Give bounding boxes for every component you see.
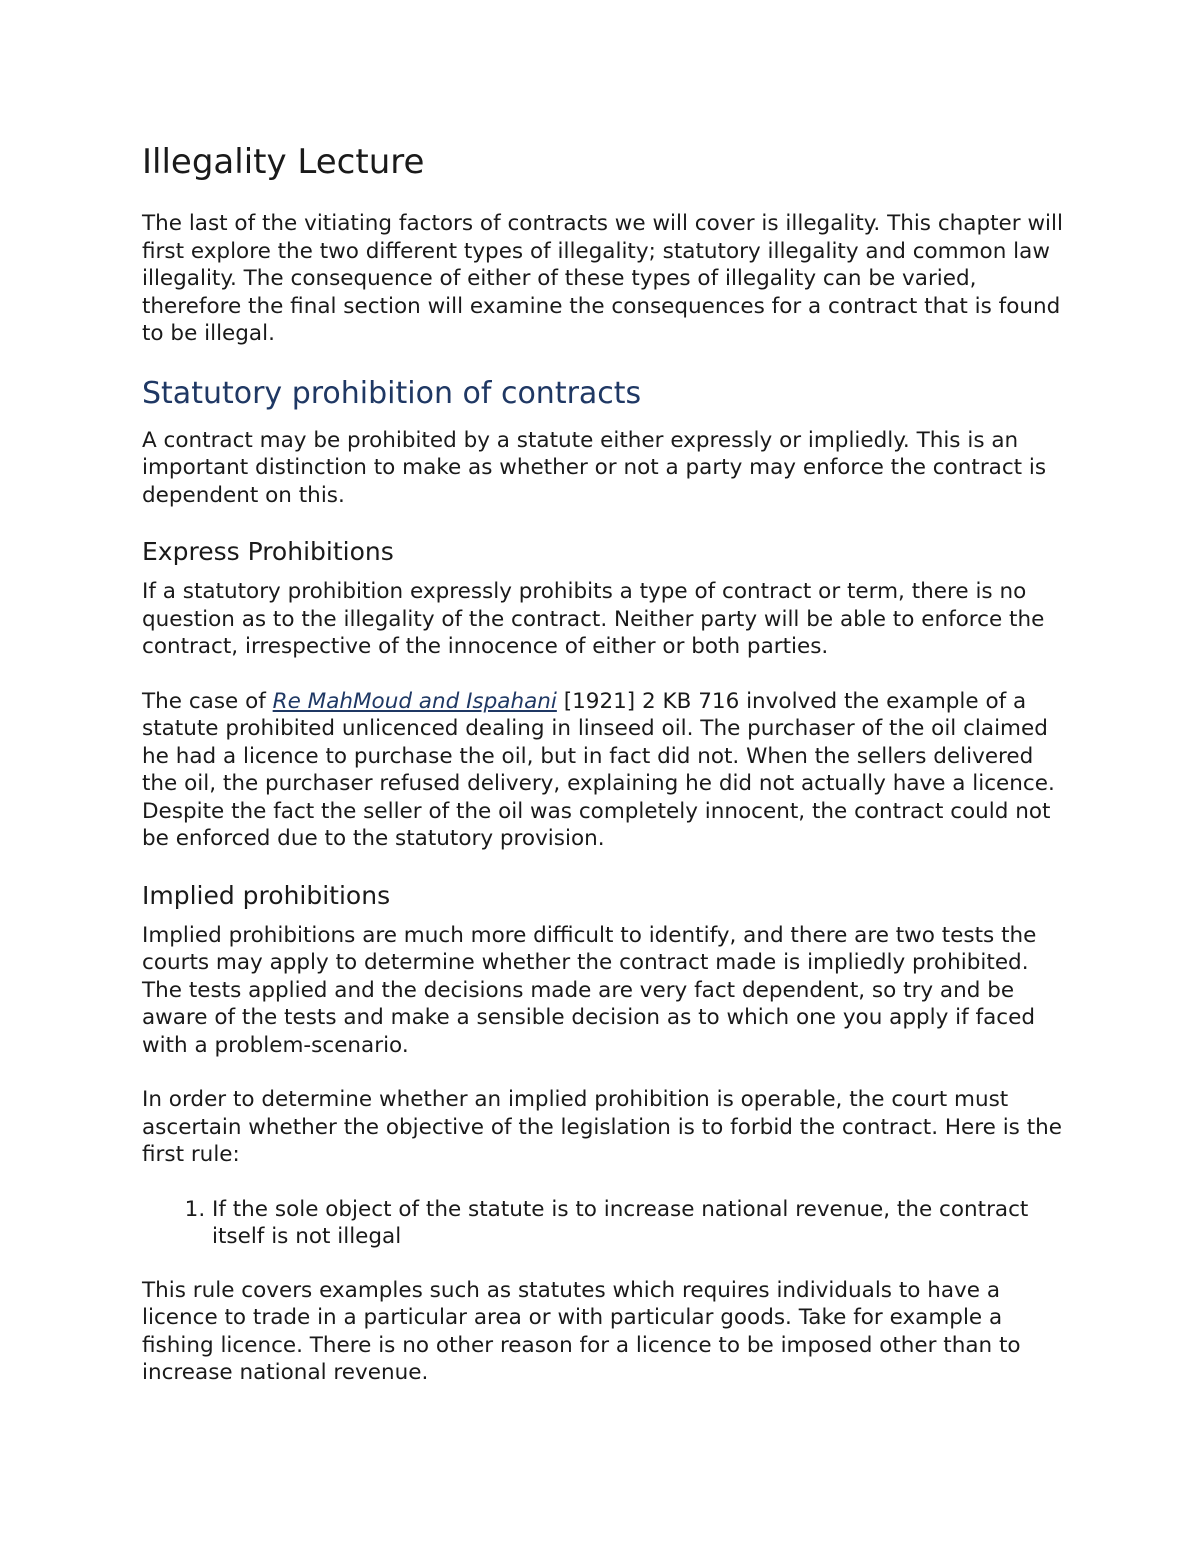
implied-paragraph-1: Implied prohibitions are much more difficult to identify, and there are two tests the courts may apply to determine whether the contract made is impliedly prohibited. The tests applied and the decisions made are very fact dependent, so try and be aware of the tests and make a sensible decision as to which one you apply if faced with a problem-scenario. — [142, 922, 1037, 1058]
case-description: [1921] 2 KB 716 involved the example of a statute prohibited unlicenced dealing in linseed oil. The purchaser of the oil claimed he had a licence to purchase the oil, but in fact did not. When the sellers delivered the oil, the purchaser refused delivery, explaining he did not actually have a licence. Despite the fact the seller of the oil was completely innocent, the contract could not be enforced due to the statutory provision. — [142, 688, 1055, 851]
document-title: Illegality Lecture — [142, 142, 425, 182]
implied-paragraph-2: In order to determine whether an implied prohibition is operable, the court must ascertain whether the objective of the legislation is to forbid the contract. Here is the first rule: — [142, 1087, 1062, 1167]
statutory-paragraph: A contract may be prohibited by a statute either expressly or impliedly. This is an important distinction to make as whether or not a party may enforce the contract is dependent on this. — [142, 427, 1047, 508]
express-paragraph: If a statutory prohibition expressly prohibits a type of contract or term, there is no question as to the illegality of the contract. Neither party will be able to enforce the contract, irrespective of the innocence of either or both parties. — [142, 579, 1045, 659]
intro-paragraph: The last of the vitiating factors of contracts we will cover is illegality. This chapter will first explore the two different types of illegality; statutory illegality and common law illegality. The consequence of either of these types of illegality can be varied, therefore the final section will examine the consequences for a contract that is found to be illegal. — [142, 211, 1063, 346]
subheading-implied: Implied prohibitions — [142, 880, 391, 910]
rules-list — [142, 1196, 1067, 1251]
case-paragraph — [142, 688, 1067, 853]
rule-item: 1. If the sole object of the statute is to increase national revenue, the contract itself is not illegal — [212, 1196, 1067, 1251]
section-heading-statutory: Statutory prohibition of contracts — [142, 375, 642, 411]
document-page — [142, 140, 1067, 1387]
case-link[interactable]: Re MahMoud and Ispahani — [272, 688, 557, 714]
subheading-express: Express Prohibitions — [142, 537, 394, 566]
case-prefix: The case of — [142, 688, 273, 714]
implied-paragraph-3: This rule covers examples such as statutes which requires individuals to have a licence to trade in a particular area or with particular goods. Take for example a fishing licence. There is no other reason for a licence to be imposed other than to increase national revenue. — [142, 1277, 1021, 1385]
